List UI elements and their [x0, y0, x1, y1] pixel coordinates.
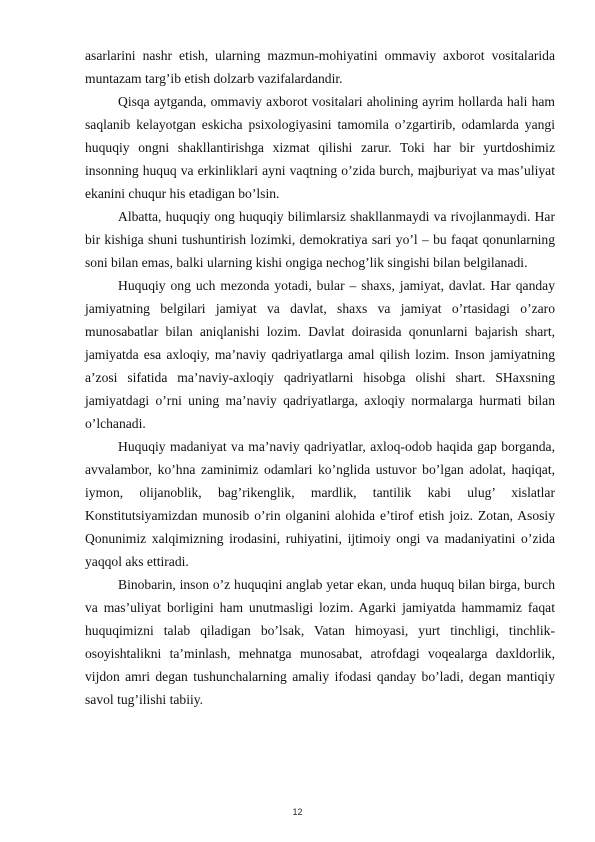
paragraph-6: Binobarin, inson o’z huquqini anglab yetar ekan, unda huquq bilan birga, burch va mas’uliyat borligini ham unutmasligi lozim. Agarki jamiyatda hammamiz faqat huquqimizni talab qiladigan bo’lsak, Vatan himoyasi, yurt tinchligi, tinchlik-osoyishtalikni ta’minlash, mehnatga munosabat, atrofdagi voqealarga daxldorlik, vijdon amri degan tushunchalarning amaliy ifodasi qanday bo’ladi, degan mantiqiy savol tug’ilishi tabiiy. [85, 577, 555, 707]
paragraph-1: asarlarini nashr etish, ularning mazmun-mohiyatini ommaviy axborot vositalarida muntazam targ’ib etish dolzarb vazifalardandir. [85, 48, 555, 86]
paragraph-2: Qisqa aytganda, ommaviy axborot vositalari aholining ayrim hollarda hali ham saqlanib kelayotgan eskicha psixologiyasini tamomila o’zgartirib, odamlarda yangi huquqiy ongni shakllantirishga xizmat qilishi zarur. Toki har bir yurtdoshimiz insonning huquq va erkinliklari ayni vaqtning o’zida burch, majburiyat va mas’uliyat ekanini chuqur his etadigan bo’lsin. [85, 94, 555, 201]
paragraph-4: Huquqiy ong uch mezonda yotadi, bular – shaxs, jamiyat, davlat. Har qanday jamiyatning belgilari jamiyat va davlat, shaxs va jamiyat o’rtasidagi o’zaro munosabatlar bilan aniqlanishi lozim. Davlat doirasida qonunlarni bajarish shart, jamiyatda esa axloqiy, ma’naviy qadriyatlarga amal qilish lozim. Inson jamiyatning a’zosi sifatida ma’naviy-axloqiy qadriyatlarni hisobga olishi shart. SHaxsning jamiyatdagi o’rni uning ma’naviy qadriyatlarga, axloqiy normalarga hurmati bilan o’lchanadi. [85, 278, 555, 431]
paragraph-5: Huquqiy madaniyat va ma’naviy qadriyatlar, axloq-odob haqida gap borganda, avvalambor, ko’hna zaminimiz odamlari ko’nglida ustuvor bo’lgan adolat, haqiqat, iymon, olijanoblik, bag’rikenglik, mardlik, tantilik kabi ulug’ xislatlar Konstitutsiyamizdan munosib o’rin olganini alohida e’tirof etish joiz. Zotan, Asosiy Qonunimiz xalqimizning irodasini, ruhiyatini, ijtimoiy ongi va madaniyatini o’zida yaqqol aks ettiradi. [85, 439, 555, 569]
page-body [85, 44, 555, 711]
page-number: 12 [292, 807, 303, 817]
paragraph-3: Albatta, huquqiy ong huquqiy bilimlarsiz shakllanmaydi va rivojlanmaydi. Har bir kishiga shuni tushuntirish lozimki, demokratiya sari yo’l – bu faqat qonunlarning soni bilan emas, balki ularning kishi ongiga nechog’lik singishi bilan belgilanadi. [85, 209, 555, 270]
